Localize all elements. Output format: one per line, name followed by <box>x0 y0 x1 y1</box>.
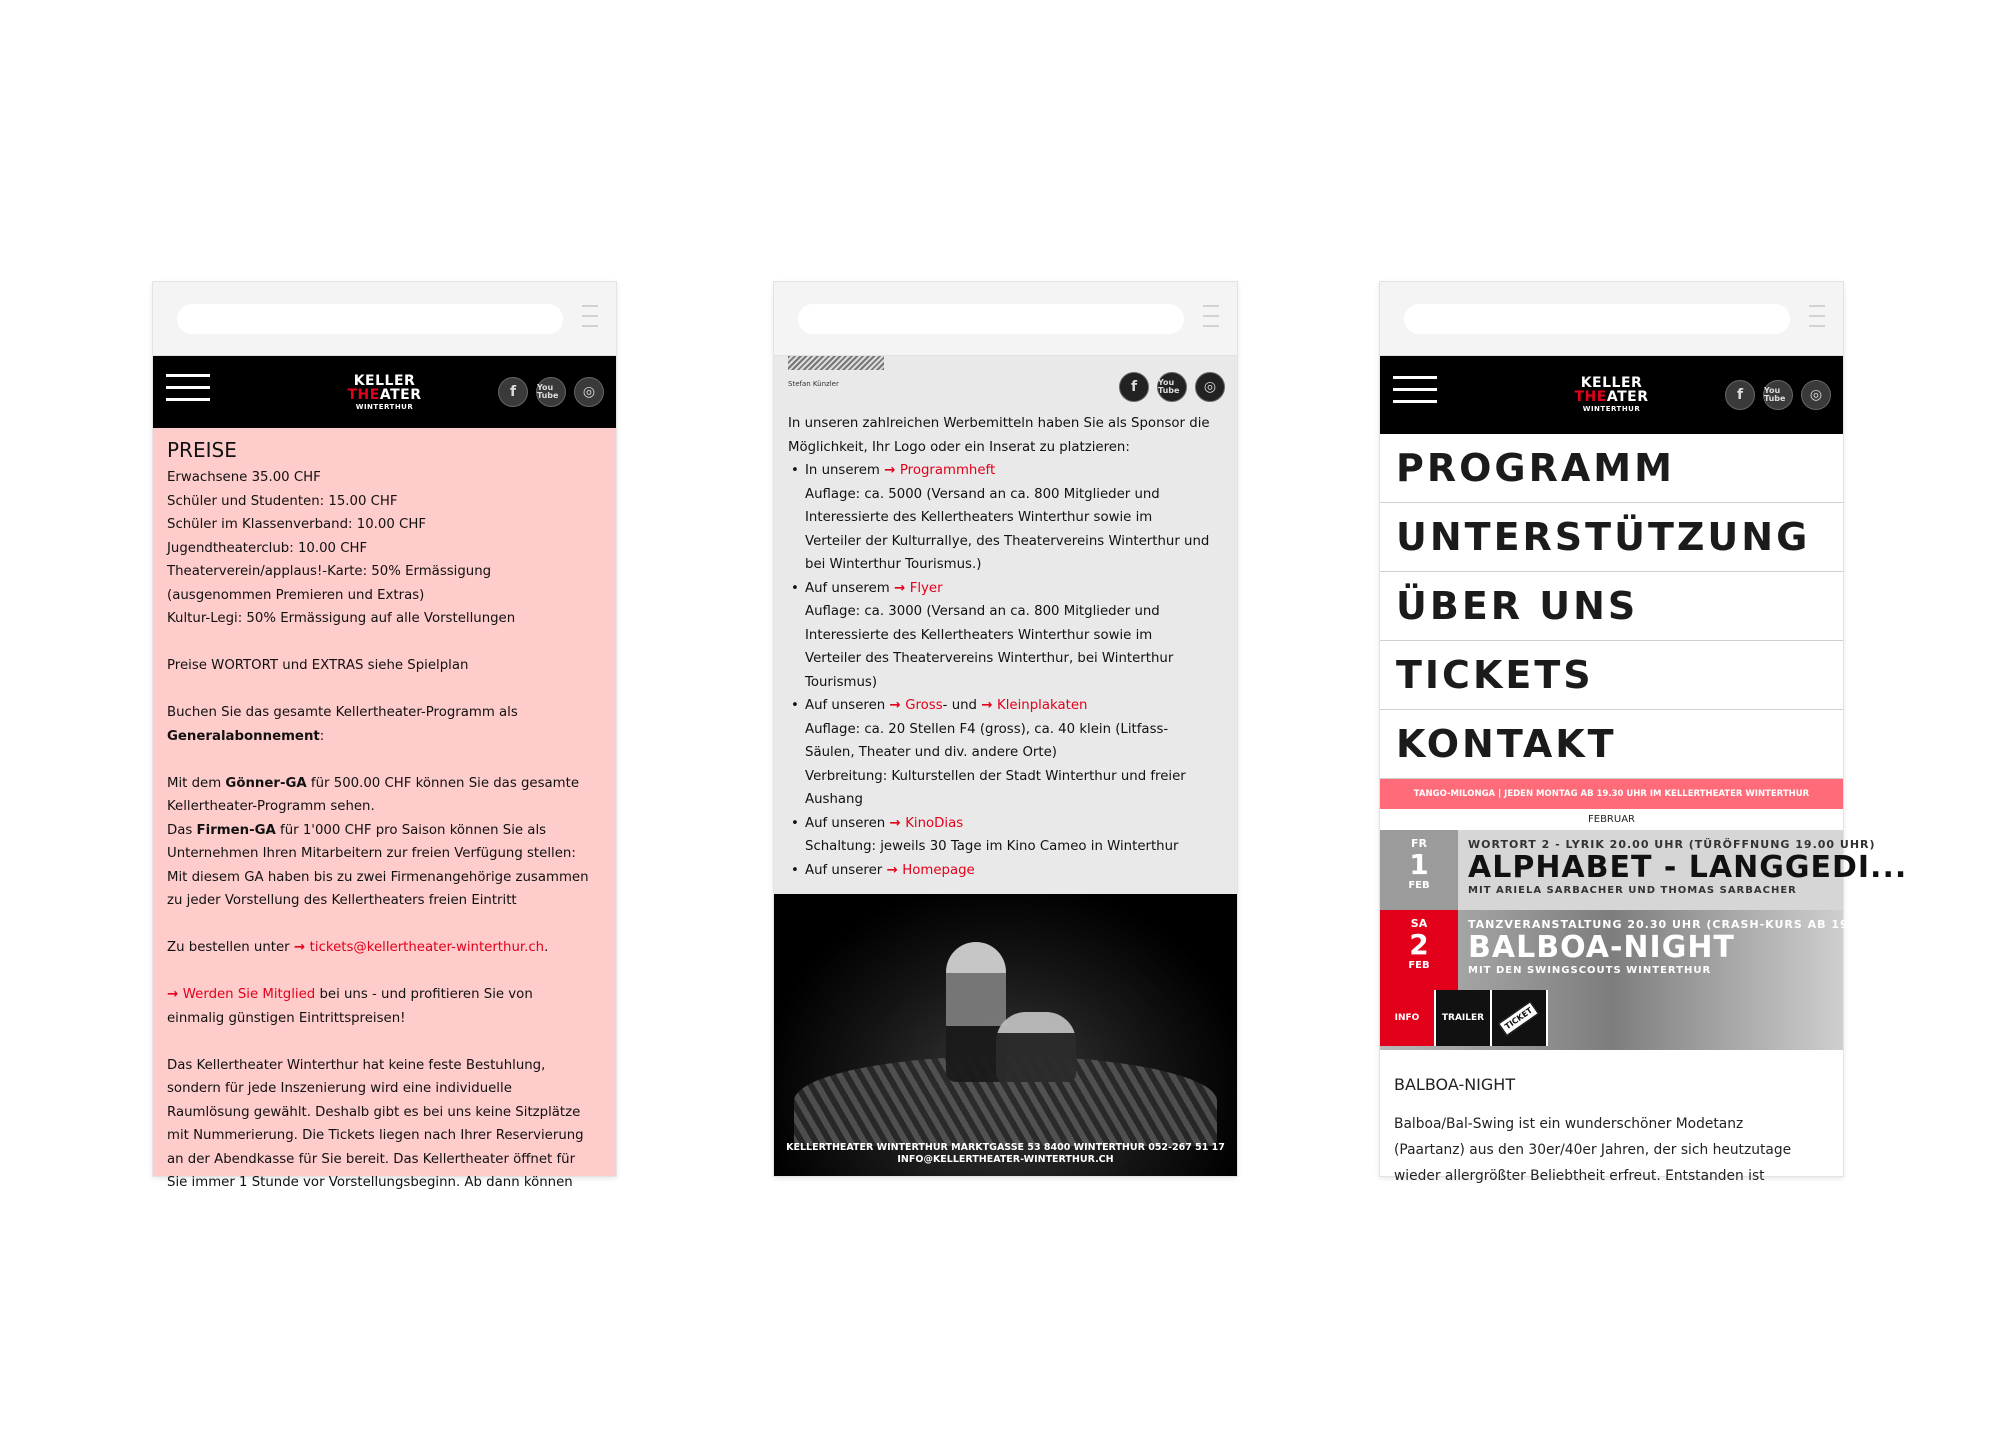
price-line: Schüler im Klassenverband: 10.00 CHF <box>167 517 426 532</box>
footer-email-link[interactable]: INFO@KELLERTHEATER-WINTERTHUR.CH <box>897 1154 1114 1165</box>
media-list <box>788 459 1227 882</box>
facebook-icon[interactable]: f <box>1119 372 1149 402</box>
seating-line: Raumlösung gewählt. Deshalb gibt es bei uns keine Sitzplätze <box>167 1104 581 1120</box>
ticket-icon: TICKET <box>1499 1001 1540 1036</box>
arrow-right-icon: → <box>889 815 906 831</box>
goenner-line: Mit dem Gönner-GA für 500.00 CHF können Sie das gesamte <box>167 775 580 791</box>
list-item: • Auf unseren → KinoDias Schaltung: jeweils 30 Tage im Kino Cameo in Winterthur <box>788 812 1227 859</box>
price-line: Erwachsene 35.00 CHF <box>167 470 321 485</box>
intro-line: In unseren zahlreichen Werbemitteln haben Sie als Sponsor die <box>788 416 1210 431</box>
event-info: TANZVERANSTALTUNG 20.30 UHR (CRASH-KURS AB 19.30) BALBOA-NIGHT MIT DEN SWINGSCOUTS WINTERTHUR <box>1468 918 1878 976</box>
event-date: SA 2 FEB <box>1380 910 1458 990</box>
programmheft-link[interactable]: Programmheft <box>899 463 996 478</box>
browser-menu-icon[interactable] <box>1203 305 1219 331</box>
arrow-right-icon: → <box>293 940 310 955</box>
phone-sponsoring <box>774 282 1237 1176</box>
event-title: ALPHABET - LANGGEDI... <box>1468 850 1908 885</box>
arrow-right-icon: → <box>886 862 903 878</box>
youtube-icon[interactable]: You Tube <box>1763 380 1793 410</box>
event-detail-title: BALBOA-NIGHT <box>1394 1075 1516 1094</box>
url-bar[interactable] <box>1404 304 1790 334</box>
announcement-banner[interactable]: TANGO-MILONGA | JEDEN MONTAG AB 19.30 UHR IM KELLERTHEATER WINTERTHUR <box>1380 779 1843 809</box>
nav-item-kontakt[interactable]: KONTAKT <box>1380 710 1843 779</box>
site-header <box>153 356 616 428</box>
kleinplakaten-link[interactable]: Kleinplakaten <box>997 698 1088 713</box>
browser-menu-icon[interactable] <box>1809 305 1825 331</box>
youtube-icon[interactable]: You Tube <box>1157 372 1187 402</box>
social-links <box>1725 380 1831 410</box>
flyer-link[interactable]: Flyer <box>909 580 943 596</box>
facebook-icon[interactable]: f <box>1725 380 1755 410</box>
member-link[interactable]: Werden Sie Mitglied <box>182 987 316 1002</box>
event-actions <box>1380 990 1548 1046</box>
nav-item-tickets[interactable]: TICKETS <box>1380 641 1843 710</box>
event-detail <box>1380 1050 1843 1184</box>
kinodias-link[interactable]: KinoDias <box>905 815 964 831</box>
abo-line: Generalabonnement: <box>167 728 325 744</box>
firmen-line-4: zu jeder Vorstellung des Kellertheaters freien Eintritt <box>167 893 517 908</box>
intro-line: Möglichkeit, Ihr Logo oder ein Inserat zu platzieren: <box>788 439 1130 455</box>
youtube-icon[interactable]: You Tube <box>536 377 566 407</box>
list-item: • In unserem → Programmheft Auflage: ca. 5000 (Versand an ca. 800 Mitglieder und Interessierte des Kellertheaters Winterthur sowie im Verteiler der Kulturrallye, des Theatervereins Winterthur und bei Winterthur Tourismus.) <box>788 459 1227 577</box>
seating-line: an der Abendkasse für Sie bereit. Das Kellertheater öffnet für <box>167 1151 576 1167</box>
price-line: Theaterverein/applaus!-Karte: 50% Ermässigung <box>167 564 492 579</box>
member-line: → Werden Sie Mitglied bei uns - und profitieren Sie von <box>167 987 533 1002</box>
seating-line: sondern für jede Inszenierung wird eine individuelle <box>167 1081 512 1096</box>
nav-item-unterstuetzung[interactable]: UNTERSTÜTZUNG <box>1380 503 1843 572</box>
event-card[interactable] <box>1380 910 1878 1050</box>
portrait-image <box>788 356 884 370</box>
event-card[interactable] <box>1380 830 1908 910</box>
firmen-line: Das Firmen-GA für 1'000 CHF pro Saison können Sie als <box>167 822 547 838</box>
list-item: • Auf unserem → Flyer Auflage: ca. 3000 (Versand an ca. 800 Mitglieder und Interessierte des Kellertheaters Winterthur sowie im Verteiler des Theatervereins Winterthur, bei Winterthur Tourismus) <box>788 577 1227 695</box>
price-line: Kultur-Legi: 50% Ermässigung auf alle Vorstellungen <box>167 611 516 626</box>
price-line: Schüler und Studenten: 15.00 CHF <box>167 493 398 509</box>
phone-preise <box>153 282 616 1190</box>
price-line: (ausgenommen Premieren und Extras) <box>167 587 425 603</box>
browser-bar <box>153 282 616 356</box>
order-line: Zu bestellen unter → tickets@kellertheater-winterthur.ch. <box>167 940 549 955</box>
goenner-line-2: Kellertheater-Programm sehen. <box>167 799 375 814</box>
firmen-line-2: Unternehmen Ihren Mitarbeitern zur freien Verfügung stellen: <box>167 846 576 861</box>
theater-logo[interactable]: KELLER THEATER WINTERTHUR <box>1574 375 1649 413</box>
arrow-right-icon: → <box>981 698 997 713</box>
gross-link[interactable]: Gross <box>905 698 943 713</box>
page-title: PREISE <box>167 438 237 462</box>
theater-photo <box>774 894 1237 1176</box>
wortort-note: Preise WORTORT und EXTRAS siehe Spielplan <box>167 658 469 673</box>
main-navigation <box>1380 434 1843 779</box>
social-links <box>498 377 604 407</box>
month-label: FEBRUAR <box>1380 809 1843 830</box>
seating-line: Sie immer 1 Stunde vor Vorstellungsbeginn. Ab dann können <box>167 1175 573 1190</box>
social-links <box>1119 372 1225 402</box>
event-date: FR 1 FEB <box>1380 830 1458 910</box>
arrow-right-icon: → <box>889 698 906 713</box>
arrow-right-icon: → <box>884 463 900 478</box>
info-button[interactable]: INFO <box>1380 990 1436 1046</box>
event-title: BALBOA-NIGHT <box>1468 930 1735 965</box>
url-bar[interactable] <box>177 304 563 334</box>
arrow-right-icon: → <box>167 987 183 1002</box>
photo-figure <box>996 1012 1076 1082</box>
theater-logo[interactable]: KELLER THEATER WINTERTHUR <box>347 373 422 411</box>
member-line-2: einmalig günstigen Eintrittspreisen! <box>167 1010 406 1026</box>
ticket-button[interactable] <box>1492 990 1548 1046</box>
browser-menu-icon[interactable] <box>582 305 598 331</box>
facebook-icon[interactable]: f <box>498 377 528 407</box>
nav-item-programm[interactable]: PROGRAMM <box>1380 434 1843 503</box>
nav-item-ueber-uns[interactable]: ÜBER UNS <box>1380 572 1843 641</box>
sponsoring-content <box>774 356 1237 894</box>
instagram-icon[interactable]: ◎ <box>574 377 604 407</box>
firmen-line-3: Mit diesem GA haben bis zu zwei Firmenangehörige zusammen <box>167 869 589 885</box>
homepage-link[interactable]: Homepage <box>902 862 975 878</box>
hamburger-menu-icon[interactable] <box>1393 376 1437 412</box>
site-footer: KELLERTHEATER WINTERTHUR MARKTGASSE 53 8400 WINTERTHUR 052-267 51 17 INFO@KELLERTHEATER-WINTERTHUR.CH <box>774 1142 1237 1166</box>
event-detail-text: Balboa/Bal-Swing ist ein wunderschöner Modetanz (Paartanz) aus den 30er/40er Jahren, der sich heutzutage wieder allergrößter Beliebtheit erfreut. Entstanden ist <box>1394 1116 1792 1184</box>
seating-line: mit Nummerierung. Die Tickets liegen nach Ihrer Reservierung <box>167 1128 584 1143</box>
abo-intro: Buchen Sie das gesamte Kellertheater-Programm als <box>167 705 518 720</box>
browser-bar <box>1380 282 1843 356</box>
arrow-right-icon: → <box>893 580 910 596</box>
trailer-button[interactable]: TRAILER <box>1436 990 1492 1046</box>
phone-navigation <box>1380 282 1908 1184</box>
prices-content <box>153 428 616 1190</box>
image-caption: Stefan Künzler <box>788 380 839 388</box>
hamburger-menu-icon[interactable] <box>166 374 210 410</box>
list-item: • Auf unserer → Homepage <box>788 859 1227 883</box>
sponsor-text <box>788 412 1227 882</box>
tickets-email-link[interactable]: tickets@kellertheater-winterthur.ch <box>309 940 545 955</box>
site-header <box>1380 356 1843 434</box>
event-info: WORTORT 2 - LYRIK 20.00 UHR (TÜRÖFFNUNG 19.00 UHR) ALPHABET - LANGGEDI... MIT ARIELA SARBACHER UND THOMAS SARBACHER <box>1468 838 1908 896</box>
instagram-icon[interactable]: ◎ <box>1801 380 1831 410</box>
seating-line: Das Kellertheater Winterthur hat keine feste Bestuhlung, <box>167 1057 546 1073</box>
price-line: Jugendtheaterclub: 10.00 CHF <box>167 540 368 556</box>
browser-bar <box>774 282 1237 356</box>
list-item: • Auf unseren → Gross- und → Kleinplakaten Auflage: ca. 20 Stellen F4 (gross), ca. 40 klein (Litfass- Säulen, Theater und div. andere Orte) Verbreitung: Kulturstellen der Stadt Winterthur und freier Aushang <box>788 694 1227 812</box>
url-bar[interactable] <box>798 304 1184 334</box>
instagram-icon[interactable]: ◎ <box>1195 372 1225 402</box>
